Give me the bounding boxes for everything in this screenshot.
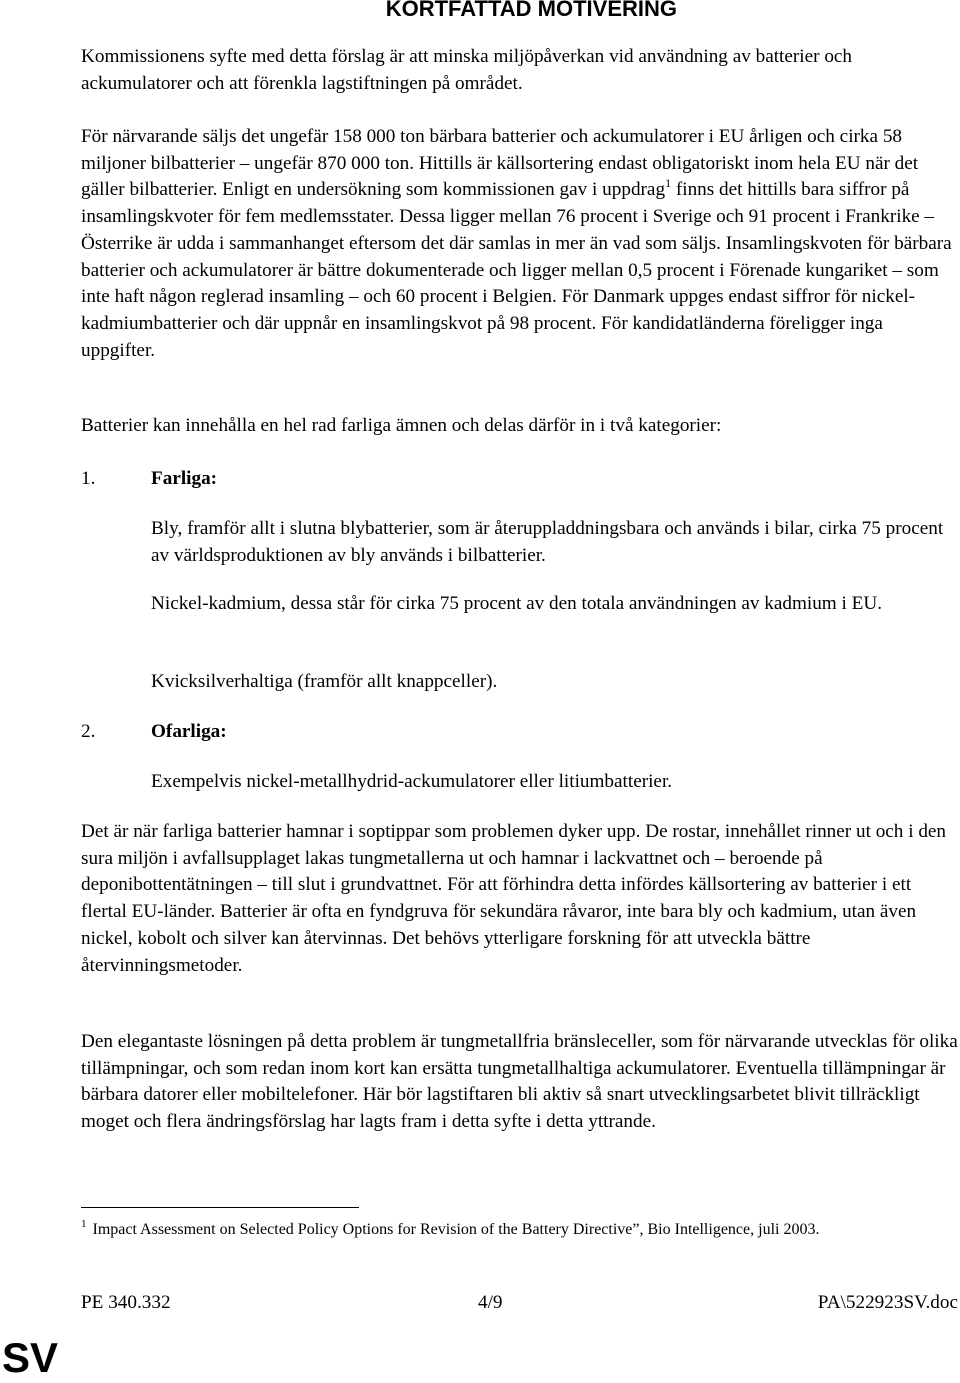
- paragraph-statistics: [81, 124, 959, 364]
- paragraph-statistics-quotas: finns det hittills bara siffror på insamlingskvoter för fem medlemsstater.: [81, 179, 910, 228]
- list-label-hazardous: Farliga:: [151, 468, 218, 489]
- paragraph-landfill-problem: Det är när farliga batterier hamnar i soptippar som problemen dyker upp. De rostar, innehållet rinner ut och i den sura miljön i avfallsupplaget lakas tungmetallerna ut och hamnar i lackvattnet och – beroende på deponibottentätningen – till slut i grundvattnet. För att förhindra detta infördes källsortering av batterier i ett flertal EU-länder. Batterier är ofta en fyndgruva för sekundära råvaror, inte bara bly och kadmium, utan även nickel, kobolt och silver kan återvinnas. Det behövs ytterligare forskning för att utveckla bättre återvinningsmetoder.: [81, 821, 947, 976]
- hazardous-entry-nickel-cadmium: Nickel-kadmium, dessa står för cirka 75 procent av den totala användningen av kadmium i EU.: [151, 593, 883, 614]
- document-filename: PA\522923SV.doc: [817, 1292, 958, 1313]
- page-number: 4/9: [478, 1292, 503, 1313]
- footnote-marker: 1: [81, 1218, 87, 1230]
- document-reference: PE 340.332: [81, 1292, 171, 1313]
- hazardous-entry-lead: Bly, framför allt i slutna blybatterier, som är återuppladdningsbara och används i bilar, cirka 75 procent av världsproduktionen av bly används i bilbatterier.: [151, 518, 944, 566]
- list-number-1: 1.: [81, 468, 96, 489]
- footnote: [81, 1219, 941, 1242]
- paragraph-statistics-countries: Dessa ligger mellan 76 procent i Sverige och 91 procent i Frankrike – Österrike är udda i sammanhanget eftersom det där samlas in mer än vad som säljs. Insamlingskvoten för bärbara batterier och ackumulatorer är bättre dokumenterade och ligger mellan 0,5 procent i Förenade kungariket – som inte haft någon reglerad insamling – och 60 procent i Belgien. För Danmark uppges endast siffror för nickel-kadmiumbatterier och där uppnår en insamlingskvot på 98 procent. För kandidatländerna föreligger inga uppgifter.: [81, 206, 952, 361]
- footnote-separator: [81, 1207, 359, 1208]
- paragraph-fuel-cells: Den elegantaste lösningen på detta problem är tungmetallfria bränsleceller, som för närvarande utvecklas för olika tillämpningar, och som redan inom kort kan ersätta tungmetallhaltiga ackumulatorer. Eventuella tillämpningar är bärbara datorer eller mobiltelefoner. Här bör lagstiftaren bli aktiv så snart utvecklingsarbetet blivit tillräckligt moget och flera ändringsförslag har lagts fram i detta syfte i detta yttrande.: [81, 1031, 958, 1133]
- paragraph-categories-intro: Batterier kan innehålla en hel rad farliga ämnen och delas därför in i två kategorier:: [81, 415, 722, 436]
- list-number-2: 2.: [81, 721, 96, 742]
- paragraph-purpose: Kommissionens syfte med detta förslag är att minska miljöpåverkan vid användning av batterier och ackumulatorer och att förenkla lagstiftningen på området.: [81, 46, 853, 94]
- hazardous-entry-mercury: Kvicksilverhaltiga (framför allt knappceller).: [151, 671, 498, 692]
- paragraph-statistics-sales: För närvarande säljs det ungefär 158 000 ton bärbara batterier och ackumulatorer i EU årligen och cirka 58 miljoner bilbatterier – ungefär 870 000 ton.: [81, 126, 903, 174]
- footnote-text: Impact Assessment on Selected Policy Options for Revision of the Battery Directive”, Bio Intelligence, juli 2003.: [92, 1221, 820, 1238]
- language-code: SV: [2, 1334, 59, 1381]
- non-hazardous-entry: Exempelvis nickel-metallhydrid-ackumulatorer eller litiumbatterier.: [151, 771, 673, 792]
- section-heading: KORTFATTAD MOTIVERING: [385, 0, 677, 21]
- paragraph-statistics-sorting: Hittills är källsortering endast obligatoriskt inom hela EU när det gäller bilbatterier. Enligt en undersökning som kommissionen gav i uppdrag: [81, 152, 919, 201]
- list-label-non-hazardous: Ofarliga:: [151, 721, 227, 742]
- footnote-reference[interactable]: 1: [665, 176, 672, 191]
